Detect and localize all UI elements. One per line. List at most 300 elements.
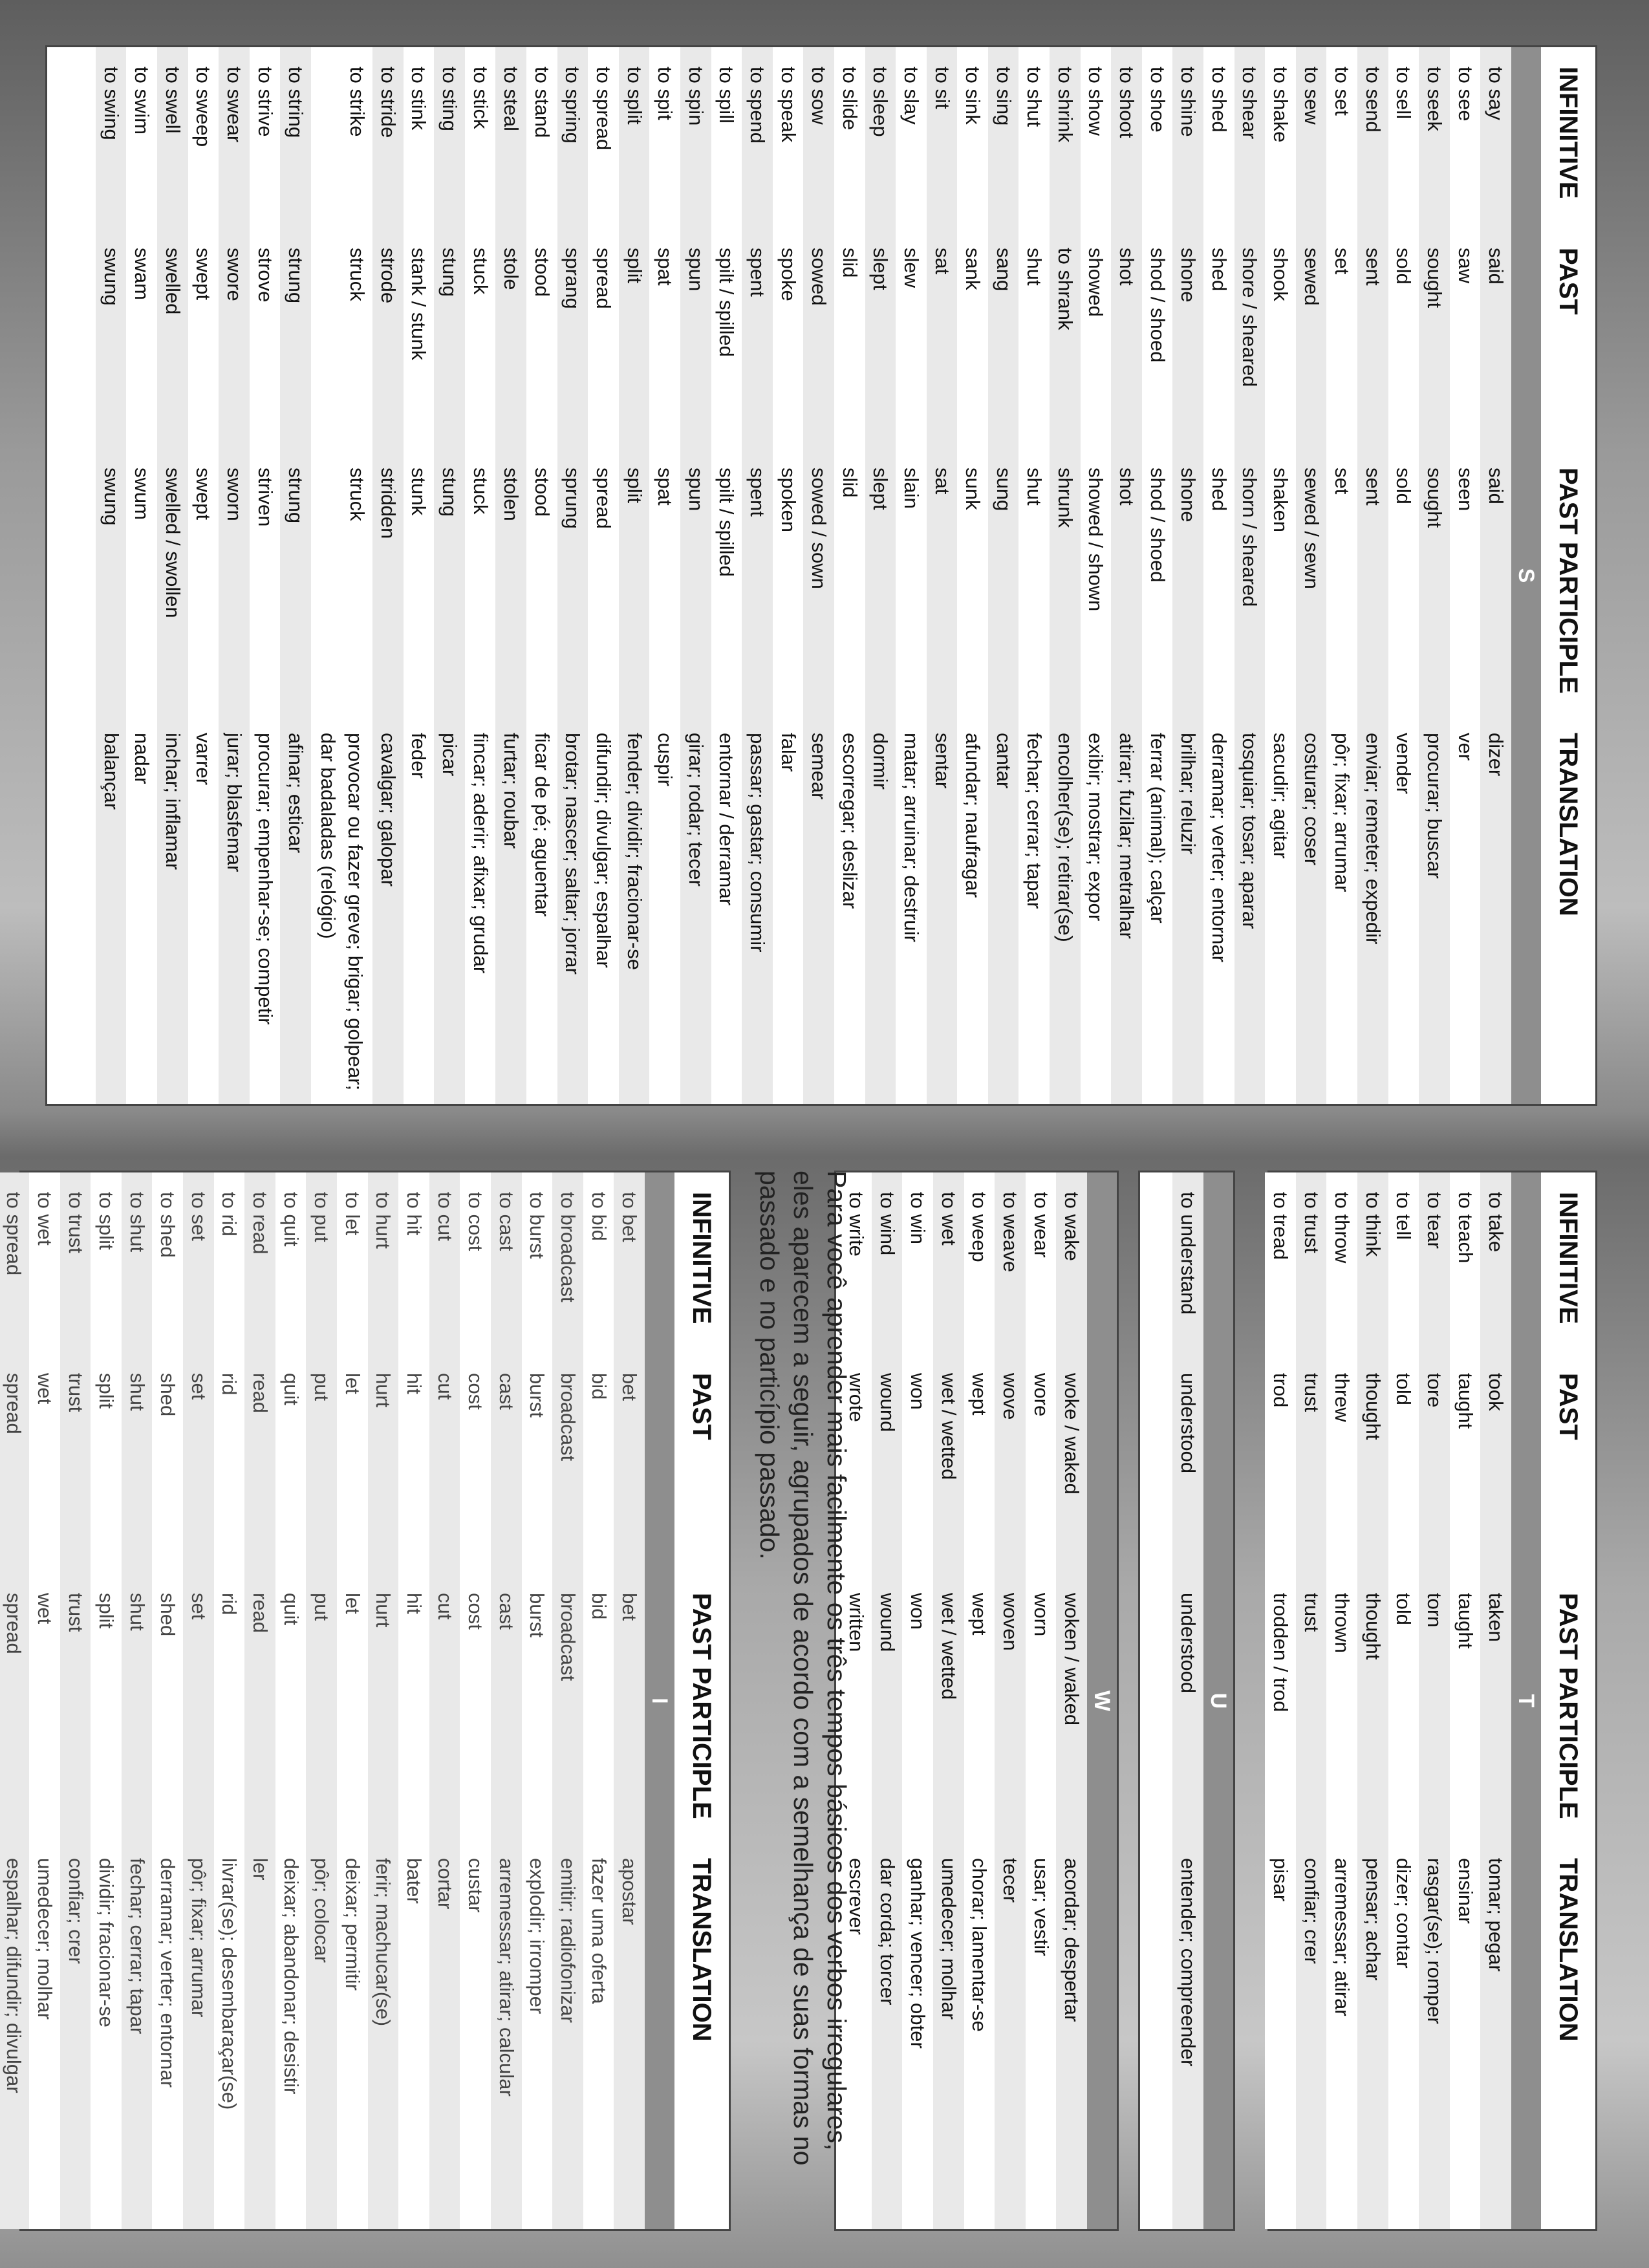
verb-past-participle: said [1485, 468, 1508, 504]
verb-past-participle: spread [3, 1593, 26, 1654]
header-past-participle: PAST PARTICIPLE [1554, 468, 1583, 694]
verb-row [214, 1172, 245, 2229]
verb-past: spat [654, 248, 677, 286]
verb-infinitive: to shrink [1053, 67, 1077, 143]
verb-infinitive: to shut [1023, 67, 1046, 127]
verb-past: swam [131, 248, 154, 300]
verb-infinitive: to read [249, 1192, 272, 1255]
verb-translation: brotar; nascer; saltar; jorrar [561, 733, 585, 975]
verb-past-participle: shut [125, 1593, 149, 1631]
verb-row [957, 47, 988, 1104]
verb-translation: picar [438, 733, 462, 777]
verb-row [1142, 47, 1173, 1104]
verb-infinitive: to swing [100, 67, 123, 140]
verb-past: showed [1084, 248, 1108, 317]
verb-translation: dizer; contar [1392, 1858, 1416, 1969]
verb-infinitive: to shed [1207, 67, 1231, 133]
table-w-sheet [834, 1171, 1119, 2231]
verb-past: swept [192, 248, 215, 300]
verb-past-participle: worn [1029, 1593, 1053, 1637]
verb-infinitive: to trust [64, 1192, 87, 1253]
verb-infinitive: to throw [1331, 1192, 1354, 1264]
verb-row [522, 1172, 553, 2229]
verb-past: hurt [372, 1373, 395, 1408]
verb-past-participle: shut [1023, 468, 1046, 506]
verb-past: saw [1454, 248, 1477, 284]
verb-row [465, 47, 496, 1104]
verb-past-participle: stridden [376, 468, 400, 539]
verb-infinitive: to understand [1177, 1192, 1200, 1315]
verb-infinitive: to cut [433, 1192, 457, 1241]
verb-infinitive: to cast [495, 1192, 518, 1251]
verb-translation: emitir; radiofonizar [557, 1858, 580, 2023]
verb-infinitive: to rid [218, 1192, 241, 1237]
verb-row [649, 47, 680, 1104]
verb-translation: dar corda; torcer [876, 1858, 899, 2005]
verb-past: spread [3, 1373, 26, 1434]
verb-past-participle: read [249, 1593, 272, 1634]
explanatory-note: Para você aprender mais facilmente os três tempos básicos dos verbos irregulares, eles aparecem a seguir, agrupados de acordo com a semelhança de suas formas no passado e no particípio passado. [755, 1171, 852, 2166]
verb-translation: fechar; cerrar; tapar [1023, 733, 1046, 909]
verb-infinitive: to wind [876, 1192, 899, 1256]
verb-infinitive: to sow [808, 67, 831, 125]
verb-past-participle: split [95, 1593, 118, 1629]
verb-past: sewed [1300, 248, 1323, 306]
verb-translation: dormir [869, 733, 892, 790]
verb-past: stung [438, 248, 462, 297]
verb-past: shook [1269, 248, 1293, 301]
verb-translation: furtar; roubar [500, 733, 523, 849]
verb-past: strode [376, 248, 400, 304]
verb-past-participle: stung [438, 468, 462, 517]
verb-translation: explodir; irromper [526, 1858, 549, 2014]
verb-past-participle: showed / shown [1084, 468, 1108, 612]
verb-row [1265, 1172, 1296, 2229]
verb-translation: jurar; blasfemar [223, 733, 246, 872]
verb-row [244, 1172, 275, 2229]
verb-past-participle: shot [1116, 468, 1139, 506]
rows-u [1172, 1172, 1203, 2229]
verb-translation: semear [808, 733, 831, 800]
verb-row [311, 47, 372, 1104]
table-t-header [1541, 1172, 1595, 2229]
verb-infinitive: to string [285, 67, 308, 138]
verb-row [0, 1172, 29, 2229]
verb-infinitive: to hurt [372, 1192, 395, 1249]
verb-past-participle: understood [1177, 1593, 1200, 1694]
verb-infinitive: to swim [131, 67, 154, 135]
verb-past-participle: set [1331, 468, 1354, 495]
verb-past: wept [968, 1373, 991, 1416]
verb-past: spread [592, 248, 615, 309]
verb-infinitive: to stick [469, 67, 492, 129]
verb-translation: entornar / derramar [715, 733, 738, 906]
verb-row [398, 1172, 429, 2229]
verb-row [460, 1172, 491, 2229]
verb-past-participle: put [310, 1593, 334, 1621]
rows-i [0, 1172, 645, 2229]
verb-row [1026, 1172, 1057, 2229]
verb-past-participle: seen [1454, 468, 1477, 512]
verb-infinitive: to sting [438, 67, 462, 131]
header-past: PAST [1554, 1373, 1583, 1440]
verb-row [1419, 47, 1450, 1104]
verb-past: wet / wetted [937, 1373, 960, 1480]
verb-past: cut [433, 1373, 457, 1400]
verb-past-participle: sworn [223, 468, 246, 521]
verb-past-participle: bet [618, 1593, 641, 1621]
verb-row [153, 1172, 184, 2229]
verb-translation: escrever [845, 1858, 868, 1935]
verb-infinitive: to spill [715, 67, 738, 124]
verb-translation: confiar; crer [1300, 1858, 1323, 1964]
verb-translation: tecer [999, 1858, 1022, 1903]
verb-past: trust [64, 1373, 87, 1412]
verb-row [280, 47, 311, 1104]
verb-infinitive: to stink [407, 67, 431, 131]
verb-infinitive: to set [1331, 67, 1354, 116]
verb-translation: dividir; fracionar-se [95, 1858, 118, 2027]
verb-infinitive: to tell [1392, 1192, 1416, 1240]
verb-past-participle: woven [999, 1593, 1022, 1651]
verb-infinitive: to hit [403, 1192, 426, 1236]
verb-past-participle: striven [253, 468, 277, 527]
verb-translation: confiar; crer [64, 1858, 87, 1964]
verb-past-participle: sewed / sewn [1300, 468, 1323, 589]
verb-row [1480, 1172, 1511, 2229]
verb-row [803, 47, 834, 1104]
verb-past-participle: trust [1300, 1593, 1323, 1632]
verb-infinitive: to shake [1269, 67, 1293, 143]
verb-past-participle: spun [684, 468, 707, 512]
verb-translation: fazer uma oferta [587, 1858, 610, 2004]
verb-infinitive: to swell [161, 67, 184, 134]
verb-past-participle: slid [838, 468, 861, 498]
verb-infinitive: to spread [592, 67, 615, 151]
verb-past: wet [33, 1373, 56, 1405]
verb-infinitive: to let [341, 1192, 364, 1236]
verb-past-participle: hurt [372, 1593, 395, 1628]
verb-past-participle: swelled / swollen [161, 468, 184, 618]
verb-past: put [310, 1373, 334, 1401]
verb-past-participle: stood [530, 468, 554, 517]
verb-translation: deixar; abandonar; desistir [279, 1858, 303, 2095]
verb-row [368, 1172, 399, 2229]
verb-past-participle: wet / wetted [937, 1593, 960, 1700]
verb-translation: nadar [131, 733, 154, 784]
verb-past: told [1392, 1373, 1416, 1405]
verb-past-participle: sung [992, 468, 1015, 512]
verb-row [1265, 47, 1296, 1104]
verb-translation: ferrar (animal); calçar [1146, 733, 1169, 923]
verb-past-participle: hit [403, 1593, 426, 1614]
verb-past: shone [1177, 248, 1200, 303]
verb-infinitive: to trust [1300, 1192, 1323, 1253]
verb-infinitive: to shut [125, 1192, 149, 1253]
verb-translation: umedecer; molhar [937, 1858, 960, 2020]
verb-translation: tosquiar; tosar; aparar [1238, 733, 1262, 929]
verb-past: trust [1300, 1373, 1323, 1412]
verb-past-participle: quit [279, 1593, 303, 1625]
verb-infinitive: to sew [1300, 67, 1323, 125]
verb-infinitive: to wear [1029, 1192, 1053, 1258]
verb-infinitive: to split [623, 67, 646, 125]
verb-translation: custar [464, 1858, 488, 1913]
table-i-header [674, 1172, 729, 2229]
verb-past: shed [1207, 248, 1231, 292]
verb-past-participle: stunk [407, 468, 431, 516]
verb-past-participle: sold [1392, 468, 1416, 504]
verb-past-participle: written [845, 1593, 868, 1652]
verb-infinitive: to take [1485, 1192, 1508, 1253]
verb-translation: apostar [618, 1858, 641, 1925]
verb-infinitive: to wet [33, 1192, 56, 1246]
header-past-participle: PAST PARTICIPLE [1554, 1593, 1583, 1819]
verb-row [29, 1172, 60, 2229]
verb-past: tore [1423, 1373, 1447, 1408]
verb-past: shut [1023, 248, 1046, 286]
verb-past: thought [1361, 1373, 1385, 1440]
verb-past: spent [746, 248, 769, 297]
verb-row [588, 47, 619, 1104]
verb-translation: pôr; colocar [310, 1858, 334, 1963]
verb-past: split [95, 1373, 118, 1409]
verb-translation: difundir; divulgar; espalhar [592, 733, 615, 968]
verb-translation: pensar; achar [1361, 1858, 1385, 1981]
verb-row [495, 47, 526, 1104]
verb-infinitive: to speak [777, 67, 800, 143]
verb-row [1296, 47, 1327, 1104]
verb-row [526, 47, 557, 1104]
header-past-participle: PAST PARTICIPLE [687, 1593, 717, 1819]
verb-infinitive: to quit [279, 1192, 303, 1247]
verb-past: wore [1029, 1373, 1053, 1417]
verb-past-participle: rid [218, 1593, 241, 1615]
verb-infinitive: to shed [156, 1192, 180, 1258]
verb-past: stuck [469, 248, 492, 295]
verb-past-participle: struck [346, 468, 369, 521]
verb-past: to shrank [1053, 248, 1077, 330]
section-letter-t: T [1511, 1172, 1541, 2229]
verb-translation: dizer [1485, 733, 1508, 777]
verb-translation: atirar; fuzilar; metralhar [1116, 733, 1139, 939]
verb-past: set [187, 1373, 210, 1400]
verb-past-participle: wound [876, 1593, 899, 1652]
verb-row [491, 1172, 522, 2229]
verb-past-participle: won [907, 1593, 930, 1630]
verb-infinitive: to sing [992, 67, 1015, 126]
verb-past: stood [530, 248, 554, 297]
verb-past-participle: stolen [500, 468, 523, 521]
header-past: PAST [1554, 248, 1583, 315]
verb-translation: espalhar; difundir; divulgar [3, 1858, 26, 2093]
verb-translation: umedecer; molhar [33, 1858, 56, 2020]
verb-translation: entender; compreender [1177, 1858, 1200, 2067]
verb-row [902, 1172, 933, 2229]
verb-row [1480, 47, 1511, 1104]
verb-row [1203, 47, 1234, 1104]
verb-past-participle: shod / shoed [1146, 468, 1169, 583]
verb-row [1172, 1172, 1203, 2229]
verb-past-participle: cast [495, 1593, 518, 1630]
verb-past-participle: shone [1177, 468, 1200, 523]
verb-translation: pisar [1269, 1858, 1293, 1902]
verb-row [933, 1172, 964, 2229]
verb-infinitive: to broadcast [557, 1192, 580, 1302]
verb-past: hit [403, 1373, 426, 1394]
verb-row [1388, 47, 1419, 1104]
verb-past: swung [100, 248, 123, 306]
verb-row [872, 1172, 903, 2229]
verb-past: burst [526, 1373, 549, 1418]
verb-past: woke / waked [1061, 1373, 1084, 1495]
verb-past: said [1485, 248, 1508, 285]
verb-past: struck [346, 248, 369, 301]
verb-infinitive: to spit [654, 67, 677, 120]
header-past: PAST [687, 1373, 717, 1440]
verb-past: bet [618, 1373, 641, 1401]
verb-past: sowed [808, 248, 831, 306]
verb-translation: encolher(se); retirar(se) [1053, 733, 1077, 942]
verb-past-participle: spread [592, 468, 615, 529]
verb-row [188, 47, 219, 1104]
verb-row [275, 1172, 307, 2229]
verb-row [711, 47, 742, 1104]
verb-translation: ver [1454, 733, 1477, 761]
verb-translation: ferir; machucar(se) [372, 1858, 395, 2027]
verb-past-participle: spent [746, 468, 769, 517]
verb-translation: usar; vestir [1029, 1858, 1053, 1956]
verb-translation: girar; rodar; tecer [684, 733, 707, 887]
verb-infinitive: to put [310, 1192, 334, 1242]
verb-translation: pôr; fixar; arrumar [1331, 733, 1354, 892]
verb-row [557, 47, 588, 1104]
verb-translation: tomar; pegar [1485, 1858, 1508, 1972]
verb-past: rid [218, 1373, 241, 1396]
verb-row [988, 47, 1019, 1104]
verb-infinitive: to wake [1061, 1192, 1084, 1261]
verb-translation: inchar; inflamar [161, 733, 184, 870]
table-u-sheet [1138, 1171, 1235, 2231]
verb-infinitive: to shear [1238, 67, 1262, 140]
verb-past-participle: torn [1423, 1593, 1447, 1628]
verb-past-participle: cut [433, 1593, 457, 1620]
verb-past: split [623, 248, 646, 284]
verb-past-participle: swum [131, 468, 154, 520]
verb-past: threw [1331, 1373, 1354, 1422]
verb-infinitive: to wet [937, 1192, 960, 1246]
verb-infinitive: to steal [500, 67, 523, 131]
verb-translation: ensinar [1454, 1858, 1477, 1924]
verb-row [183, 1172, 214, 2229]
verb-infinitive: to sink [962, 67, 985, 125]
verb-row [157, 47, 188, 1104]
verb-past: trod [1269, 1373, 1293, 1408]
verb-infinitive: to slide [838, 67, 861, 131]
verb-past: swore [223, 248, 246, 301]
verb-translation: falar [777, 733, 800, 772]
verb-translation: sacudir; agitar [1269, 733, 1293, 859]
verb-translation: balançar [100, 733, 123, 810]
verb-past: shut [125, 1373, 149, 1411]
verb-past: sold [1392, 248, 1416, 285]
verb-row [219, 47, 250, 1104]
verb-translation: deixar; permitir [341, 1858, 364, 1991]
verb-translation: ler [249, 1858, 272, 1881]
verb-infinitive: to spring [561, 67, 585, 144]
verb-translation: arremessar; atirar; calcular [495, 1858, 518, 2097]
verb-infinitive: to stride [376, 67, 400, 138]
header-infinitive: INFINITIVE [1554, 1192, 1583, 1324]
verb-infinitive: to send [1361, 67, 1385, 133]
table-i-sheet [3, 1171, 731, 2231]
verb-infinitive: to strive [253, 67, 277, 137]
verb-infinitive: to win [907, 1192, 930, 1244]
verb-translation: bater [403, 1858, 426, 1904]
verb-row [1172, 47, 1203, 1104]
table-t-sheet [1267, 1171, 1597, 2231]
verb-translation: cortar [433, 1858, 457, 1910]
verb-translation: matar; arruinar; destruir [900, 733, 923, 942]
verb-row [404, 47, 435, 1104]
verb-infinitive: to sit [931, 67, 954, 109]
verb-translation: feder [407, 733, 431, 779]
verb-infinitive: to set [187, 1192, 210, 1241]
verb-past-participle: shed [1207, 468, 1231, 512]
header-translation: TRANSLATION [1554, 1858, 1583, 2042]
verb-past-participle: trodden / trod [1269, 1593, 1293, 1712]
verb-row [1388, 1172, 1419, 2229]
verb-translation: procurar; empenhar-se; competir [253, 733, 277, 1025]
verb-infinitive: to spend [746, 67, 769, 144]
verb-past-participle: wet [33, 1593, 56, 1625]
verb-translation: acordar; despertar [1061, 1858, 1084, 2022]
verb-past-participle: spilt / spilled [715, 468, 738, 577]
verb-infinitive: to sweep [192, 67, 215, 147]
verb-translation: cavalgar; galopar [376, 733, 400, 887]
verb-infinitive: to shine [1177, 67, 1200, 137]
verb-row [1450, 47, 1481, 1104]
verb-translation: costurar; coser [1300, 733, 1323, 866]
verb-past-participle: trust [64, 1593, 87, 1632]
verb-translation: ficar de pé; aguentar [530, 733, 554, 917]
verb-infinitive: to cost [464, 1192, 488, 1251]
verb-row [60, 1172, 91, 2229]
verb-infinitive: to strike [346, 67, 369, 137]
verb-translation: provocar ou fazer greve; brigar; golpear; dar badaladas (relógio) [317, 733, 367, 1091]
verb-row [1419, 1172, 1450, 2229]
verb-row [429, 1172, 460, 2229]
verb-translation: derramar; verter; entornar [1207, 733, 1231, 962]
verb-past: shed [156, 1373, 180, 1417]
section-letter-u: U [1203, 1172, 1233, 2229]
verb-past-participle: stuck [469, 468, 492, 515]
verb-translation: rasgar(se); romper [1423, 1858, 1447, 2024]
verb-infinitive: to sell [1392, 67, 1416, 119]
verb-past-participle: taken [1485, 1593, 1508, 1642]
verb-past-participle: shed [156, 1593, 180, 1637]
verb-past: set [1331, 248, 1354, 275]
verb-past: spilt / spilled [715, 248, 738, 357]
verb-row [250, 47, 281, 1104]
verb-past: spun [684, 248, 707, 292]
verb-past: sprang [561, 248, 585, 309]
verb-row [122, 1172, 153, 2229]
verb-past-participle: shrunk [1053, 468, 1077, 528]
verb-row [1111, 47, 1142, 1104]
verb-translation: escorregar; deslizar [838, 733, 861, 909]
verb-row [1357, 47, 1388, 1104]
